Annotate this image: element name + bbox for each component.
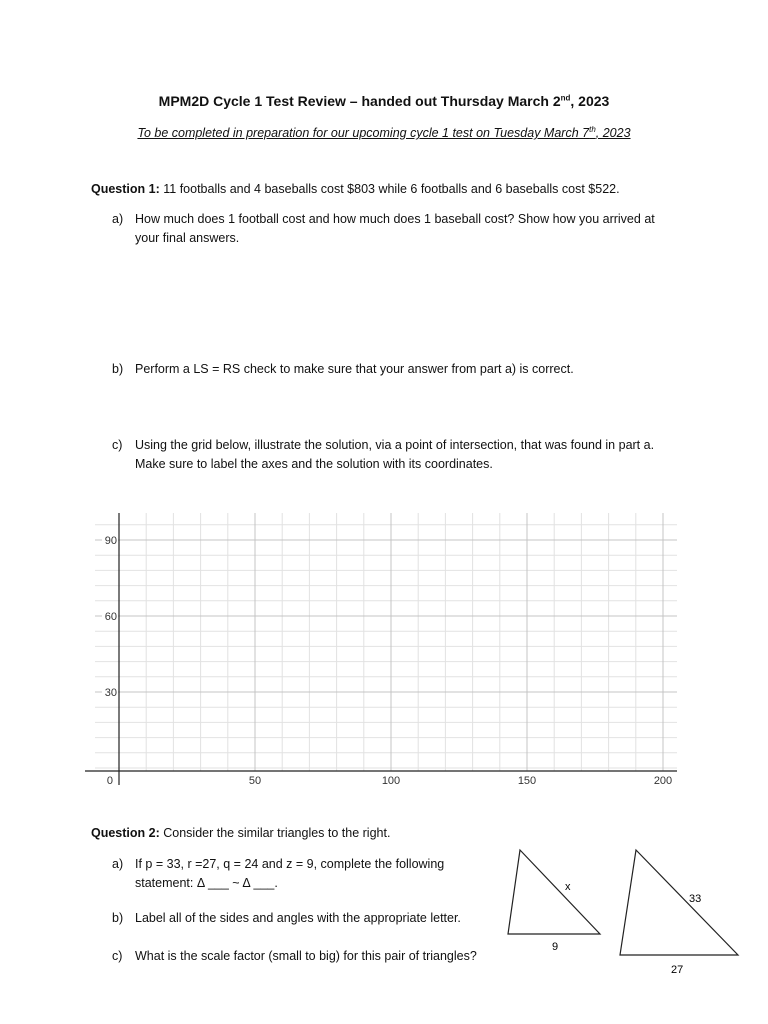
part-c-line-1: Using the grid below, illustrate the solution, via a point of intersection, that was found in part a. (135, 438, 655, 452)
answer-grid (85, 505, 685, 795)
part-b-line-1: Perform a LS = RS check to make sure that your answer from part a) is correct. (135, 362, 574, 376)
q2-part-b-line-1: Label all of the sides and angles with the appropriate letter. (135, 911, 461, 925)
q2-part-a-line-2: statement: Δ ___ ~ Δ ___. (135, 876, 278, 890)
part-b-label: b) (112, 362, 124, 376)
big-triangle-side-bottom: 27 (671, 964, 684, 976)
question-2-part-c (112, 947, 502, 967)
part-a-label: a) (112, 212, 124, 226)
question-1 (91, 180, 620, 199)
part-c-line-2: Make sure to label the axes and the solution with its coordinates. (135, 457, 493, 471)
question-1-part-a (112, 210, 712, 250)
x-tick-label: 150 (517, 775, 537, 787)
question-2-part-a (112, 855, 492, 895)
x-tick-label: 100 (381, 775, 401, 787)
y-tick-label: 60 (104, 611, 117, 623)
q2-part-a-label: a) (112, 857, 124, 871)
question-1-text: 11 footballs and 4 baseballs cost $803 while 6 footballs and 6 baseballs cost $522. (163, 182, 620, 196)
big-triangle-side-right: 33 (689, 893, 702, 905)
part-a-line-1: How much does 1 football cost and how much does 1 baseball cost? Show how you arrived at (135, 212, 655, 226)
question-2-text: Consider the similar triangles to the right. (163, 826, 391, 840)
x-tick-label: 50 (248, 775, 262, 787)
q2-part-a-line-1: If p = 33, r =27, q = 24 and z = 9, complete the following (135, 857, 445, 871)
x-tick-label: 0 (106, 775, 113, 787)
similar-triangles (500, 840, 750, 980)
question-1-part-c (112, 436, 712, 476)
big-triangle (620, 850, 738, 955)
q2-part-b-label: b) (112, 911, 124, 925)
question-2 (91, 824, 390, 843)
question-2-part-b (112, 909, 492, 929)
q2-part-c-line-1: What is the scale factor (small to big) for this pair of triangles? (135, 949, 477, 963)
small-triangle (508, 850, 600, 934)
small-triangle-side-x: x (565, 881, 571, 893)
grid-lines (95, 513, 677, 771)
part-c-label: c) (112, 438, 123, 452)
y-tick-label: 90 (104, 535, 117, 547)
question-2-label: Question 2: (91, 826, 160, 840)
x-tick-label: 200 (653, 775, 673, 787)
q2-part-c-label: c) (112, 949, 123, 963)
page-subtitle: To be completed in preparation for our upcoming cycle 1 test on Tuesday March 7th, 2023 (137, 125, 631, 141)
page-title: MPM2D Cycle 1 Test Review – handed out Thursday March 2nd, 2023 (158, 93, 610, 109)
part-a-line-2: your final answers. (135, 231, 240, 245)
question-1-part-b (112, 360, 712, 380)
grid-tick-labels (102, 533, 672, 787)
y-tick-label: 30 (104, 687, 117, 699)
small-triangle-side-bottom: 9 (552, 941, 559, 953)
question-1-label: Question 1: (91, 182, 160, 196)
